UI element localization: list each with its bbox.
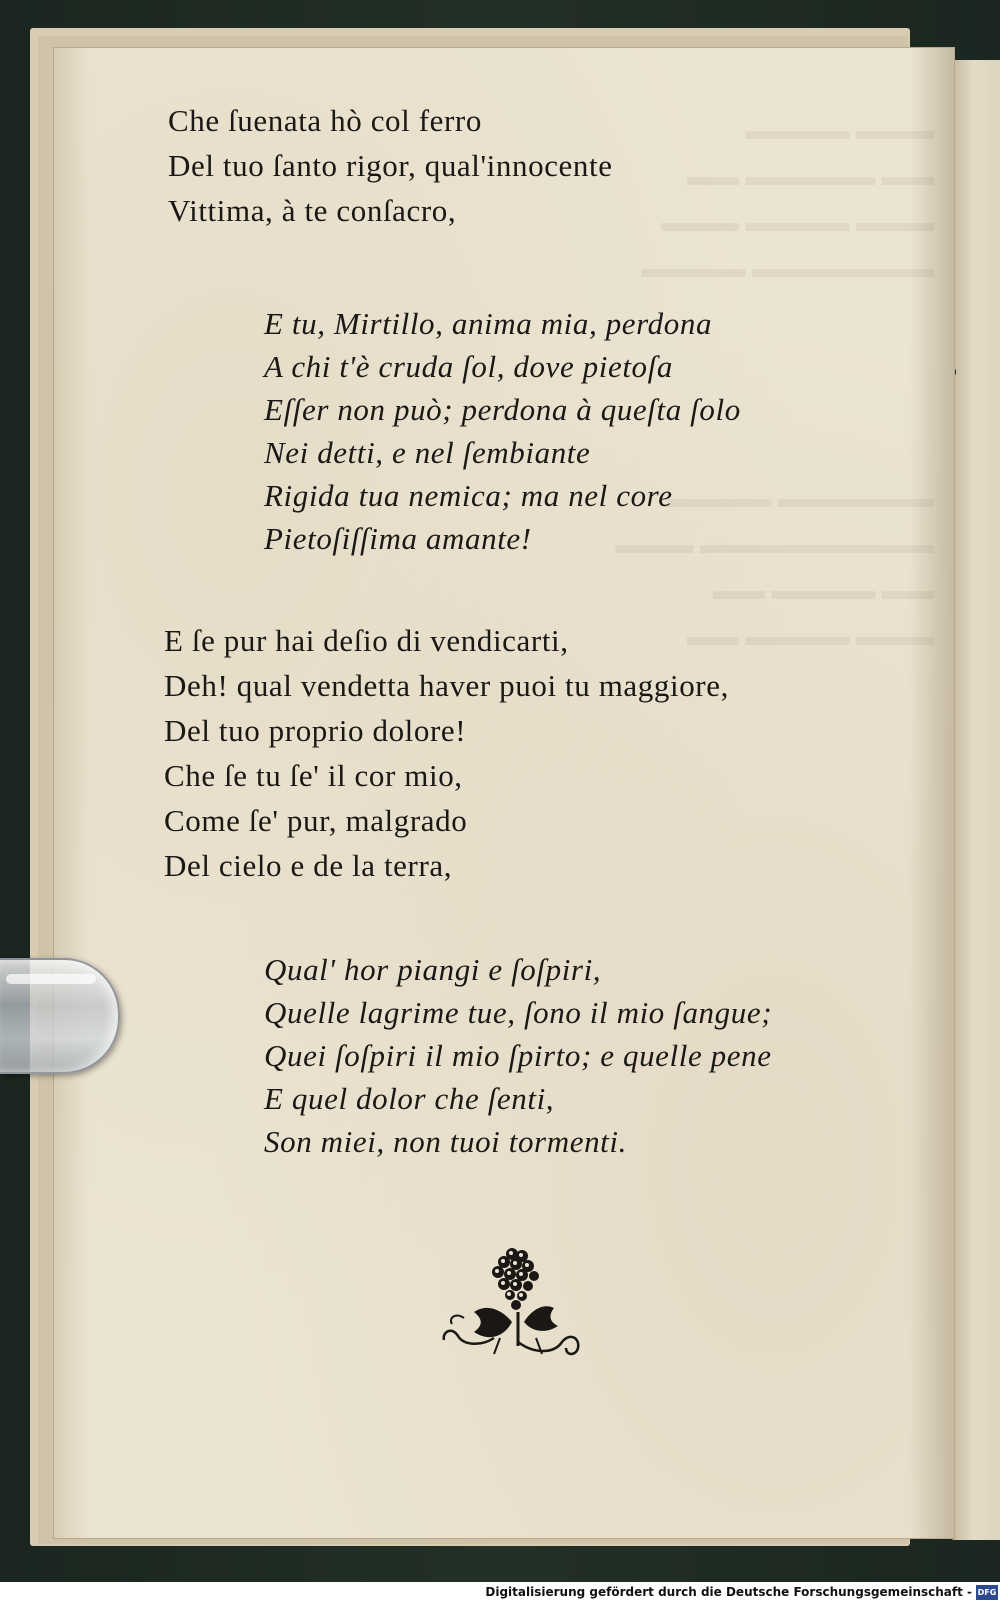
verse-line: Del tuo proprio dolore! (164, 713, 467, 748)
book-page (54, 48, 954, 1538)
stanza-4 (264, 948, 772, 1163)
verse-line: Come ſe' pur, malgrado (164, 803, 468, 838)
verse-line: Vittima, à te conſacro, (168, 193, 457, 228)
verse-line: A chi t'è cruda ſol, dove pietoſa (264, 349, 673, 384)
stanza-3 (164, 618, 729, 888)
digitization-credit: Digitalisierung gefördert durch die Deutsche Forschungsgemeinschaft - (485, 1585, 972, 1599)
verse-line: Che ſe tu ſe' il cor mio, (164, 758, 463, 793)
verse-line: Deh! qual vendetta haver puoi tu maggiore, (164, 668, 729, 703)
verse-line: Eſſer non può; perdona à queſta ſolo (264, 392, 741, 427)
verse-line: Del cielo e de la terra, (164, 848, 453, 883)
grape-cluster-ornament-icon (434, 1242, 594, 1362)
show-through: ▬▬▬ ▬▬▬▬ ▬▬ ▬▬▬▬▬ ▬▬ ▬▬▬ ▬▬▬▬ ▬▬▬ ▬▬▬▬▬▬▬ ▬▬▬▬ ▬▬▬▬▬▬ ▬▬▬▬ ▬▬▬▬▬▬▬▬▬ ▬▬▬ ▬▬ ▬▬▬▬ ▬▬ ▬▬▬ ▬▬▬▬ ▬▬ (615, 116, 934, 651)
stanza-1 (168, 98, 613, 233)
verse-line: E tu, Mirtillo, anima mia, perdona (264, 306, 713, 341)
verse-line: Rigida tua nemica; ma nel core (264, 478, 673, 513)
verse-line: Del tuo ſanto rigor, qual'innocente (168, 148, 613, 183)
stanza-2 (264, 302, 741, 560)
verse-line: Nei detti, e nel ſembiante (264, 435, 591, 470)
verse-line: Pietoſiſſima amante! (264, 521, 532, 556)
dfg-logo: DFG (976, 1585, 998, 1600)
verse-line: E quel dolor che ſenti, (264, 1081, 555, 1116)
verse-line: Son miei, non tuoi tormenti. (264, 1124, 627, 1159)
verse-line: E ſe pur hai deſio di vendicarti, (164, 623, 569, 658)
verse-line: Quelle lagrime tue, ſono il mio ſangue; (264, 995, 773, 1030)
adjacent-page-edge (952, 60, 1000, 1540)
verse-line: Quei ſoſpiri il mio ſpirto; e quelle pene (264, 1038, 772, 1073)
verse-line: Che ſuenata hò col ferro (168, 103, 482, 138)
glass-weight-highlight (6, 974, 96, 984)
verse-line: Qual' hor piangi e ſoſpiri, (264, 952, 602, 987)
